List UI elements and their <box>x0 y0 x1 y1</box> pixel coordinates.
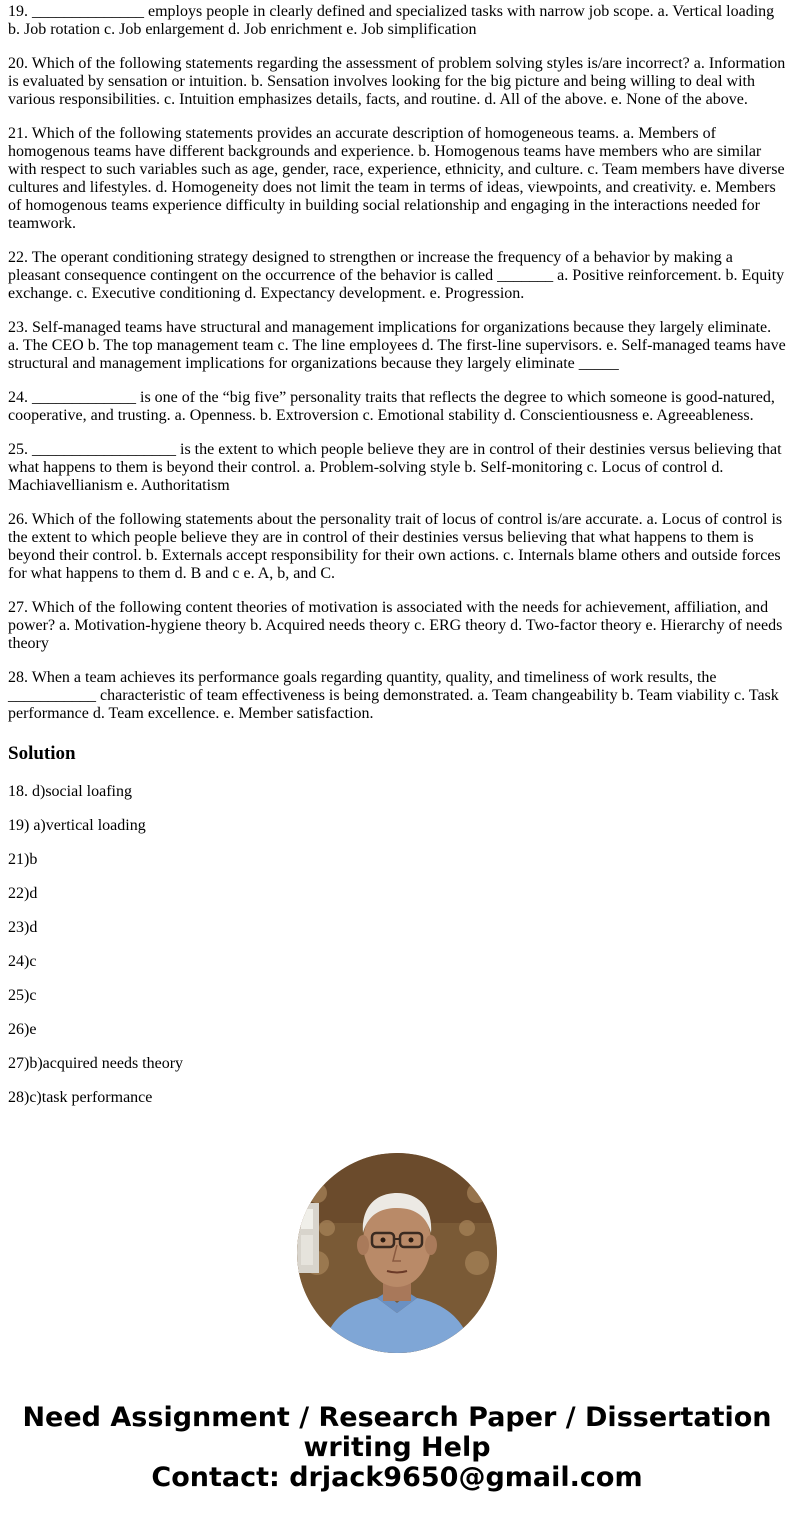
answer-24: 24)c <box>8 953 37 970</box>
question-23: 23. Self-managed teams have structural and management implications for organizations because they largely eliminate. a. The CEO b. The top management team c. The line employees d. The first-line supervisors. e. Self-managed teams have structural and management implications for organizations because they largely eliminate _____ <box>8 319 786 372</box>
answer-28: 28)c)task performance <box>8 1089 153 1106</box>
person-portrait-icon <box>297 1153 497 1353</box>
answer-23: 23)d <box>8 919 38 936</box>
promo-line-1: Need Assignment / Research Paper / Dissertation <box>22 1402 772 1433</box>
answer-18: 18. d)social loafing <box>8 783 132 800</box>
question-28: 28. When a team achieves its performance goals regarding quantity, quality, and timeliness of work results, the ___________ characteristic of team effectiveness is being demonstrated. a. Team changeability b. Team viability c. Task performance d. Team excellence. e. Member satisfaction. <box>8 669 779 722</box>
answer-19: 19) a)vertical loading <box>8 817 146 834</box>
question-19: 19. ______________ employs people in clearly defined and specialized tasks with narrow job scope. a. Vertical loading b. Job rotation c. Job enlargement d. Job enrichment e. Job simplification <box>8 3 775 38</box>
answer-25: 25)c <box>8 987 37 1004</box>
answer-21: 21)b <box>8 851 38 868</box>
question-26: 26. Which of the following statements about the personality trait of locus of control is/are accurate. a. Locus of control is the extent to which people believe they are in control of their destinies versus believing that what happens to them is beyond their control. b. Externals accept responsibility for their own actions. c. Internals blame others and outside forces for what happens to them d. B and c e. A, b, and C. <box>8 511 783 582</box>
question-25: 25. __________________ is the extent to which people believe they are in control of their destinies versus believing that what happens to them is beyond their control. a. Problem-solving style b. Self-monitoring c. Locus of control d. Machiavellianism e. Authoritatism <box>8 441 782 494</box>
question-22: 22. The operant conditioning strategy designed to strengthen or increase the frequency of a behavior by making a pleasant consequence contingent on the occurrence of the behavior is called _______ a. Positive reinforcement. b. Equity exchange. c. Executive conditioning d. Expectancy development. e. Progression. <box>8 249 785 302</box>
promo-line-2: writing Help <box>303 1432 491 1463</box>
question-20: 20. Which of the following statements regarding the assessment of problem solving styles is/are incorrect? a. Information is evaluated by sensation or intuition. b. Sensation involves looking for the big picture and being willing to deal with various responsibilities. c. Intuition emphasizes details, facts, and routine. d. All of the above. e. None of the above. <box>8 55 786 108</box>
promo-contact: Contact: drjack9650@gmail.com <box>151 1462 643 1493</box>
question-27: 27. Which of the following content theories of motivation is associated with the needs for achievement, affiliation, and power? a. Motivation-hygiene theory b. Acquired needs theory c. ERG theory d. Two-factor theory e. Hierarchy of needs theory <box>8 599 783 652</box>
question-24: 24. _____________ is one of the “big five” personality traits that reflects the degree to which someone is good-natured, cooperative, and trusting. a. Openness. b. Extroversion c. Emotional stability d. Conscientiousness e. Agreeableness. <box>8 389 775 424</box>
solution-heading: Solution <box>8 743 76 764</box>
answer-26: 26)e <box>8 1021 37 1038</box>
promo-banner <box>0 1403 794 1493</box>
avatar <box>297 1153 497 1353</box>
question-21: 21. Which of the following statements provides an accurate description of homogeneous teams. a. Members of homogenous teams have different backgrounds and experience. b. Homogenous teams have members who are similar with respect to such variables such as age, gender, race, experience, ethnicity, and culture. c. Team members have diverse cultures and lifestyles. d. Homogeneity does not limit the team in terms of ideas, viewpoints, and creativity. e. Members of homogenous teams experience difficulty in building social relationship and engaging in the interactions needed for teamwork. <box>8 125 785 232</box>
answer-22: 22)d <box>8 885 38 902</box>
answer-27: 27)b)acquired needs theory <box>8 1055 184 1072</box>
